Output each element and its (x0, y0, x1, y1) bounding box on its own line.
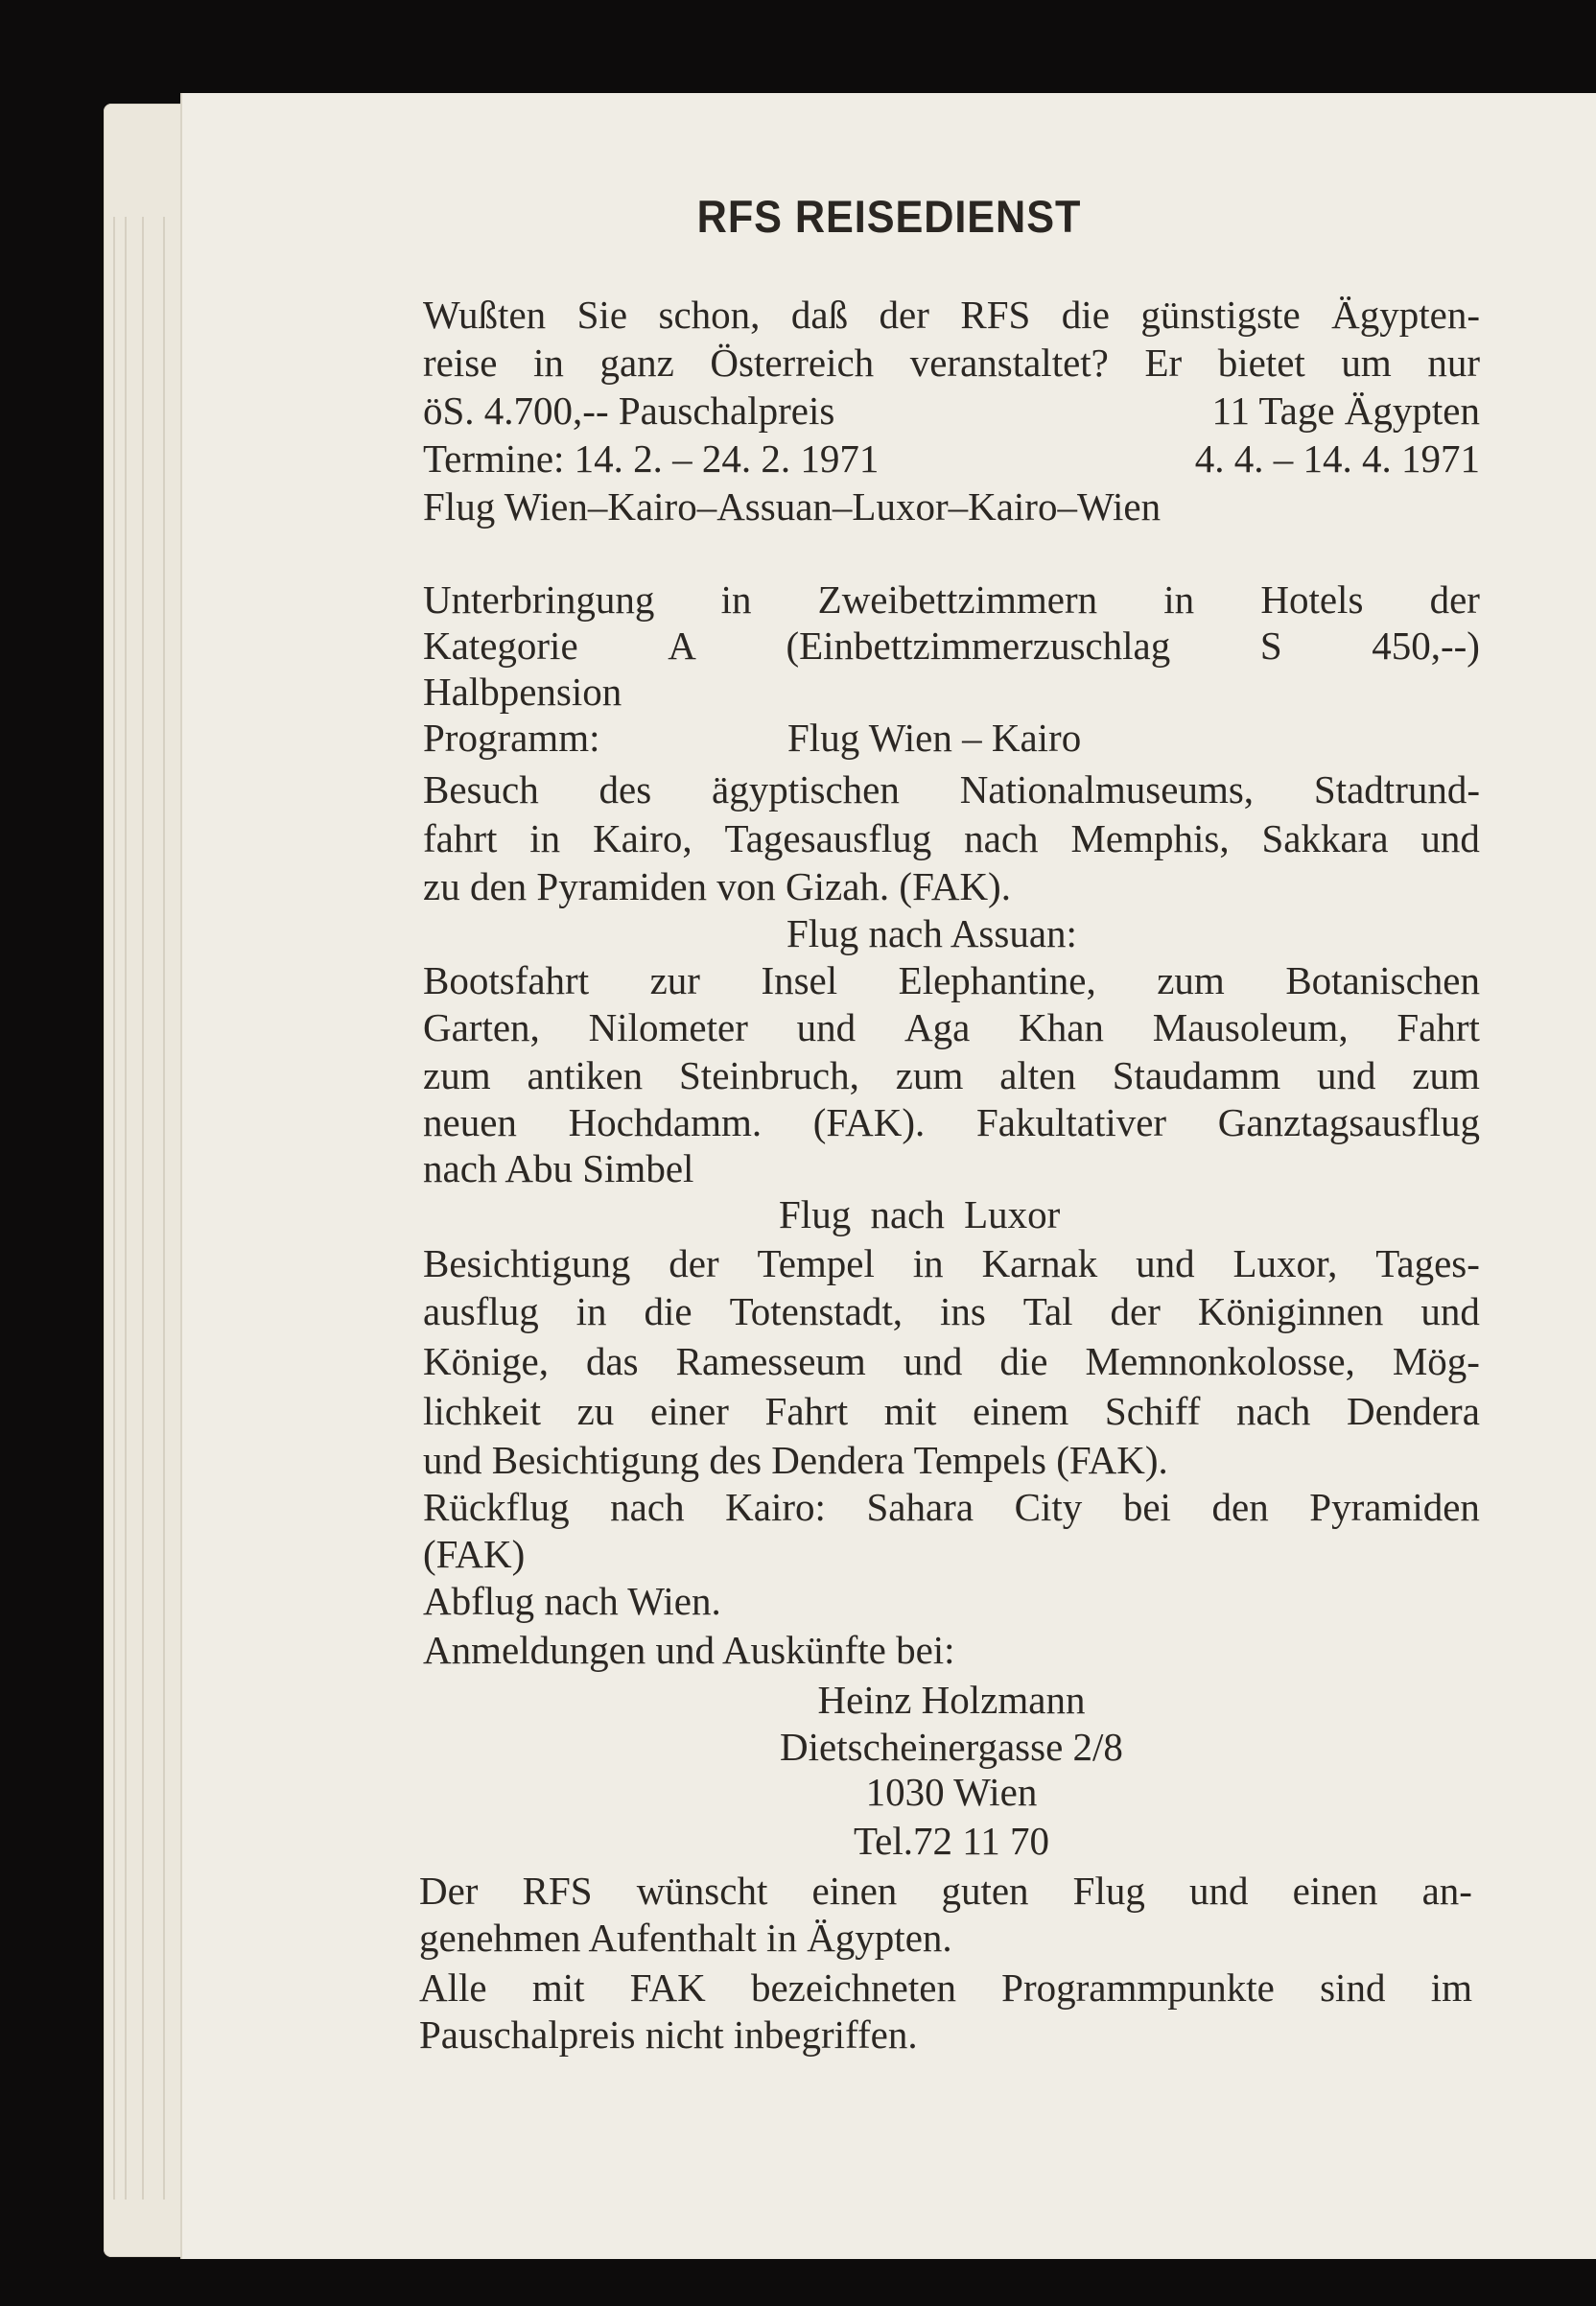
word: Tempel (757, 1241, 875, 1285)
word: an- (1421, 1869, 1472, 1913)
word: und (1136, 1241, 1195, 1285)
leg-title-luxor: Flug nach Luxor (779, 1192, 1061, 1236)
word: Sakkara (1261, 816, 1389, 860)
word: nur (1427, 341, 1480, 385)
departure-text: Abflug nach Wien. (423, 1579, 721, 1623)
word: fahrt (423, 816, 498, 860)
word: Hotels (1260, 577, 1364, 622)
word: einen (811, 1869, 898, 1913)
word: Königinnen (1197, 1289, 1384, 1333)
word: Fahrt (1396, 1005, 1480, 1049)
word: das (585, 1339, 639, 1383)
word: Memnonkolosse, (1085, 1339, 1355, 1383)
word: in (912, 1241, 944, 1285)
page-title: RFS REISEDIENST (696, 191, 1082, 242)
leg-line (423, 765, 1480, 813)
word: Mausoleum, (1152, 1005, 1349, 1049)
word: der (1110, 1289, 1161, 1333)
word: Totenstadt, (729, 1289, 904, 1333)
word: Kategorie (423, 624, 578, 668)
contact-phone: Tel.72 11 70 (854, 1819, 1049, 1863)
word: reise (423, 341, 498, 385)
word: im (1430, 1965, 1472, 2010)
dates-second: 4. 4. – 14. 4. 1971 (1194, 436, 1480, 481)
word: mit (883, 1389, 937, 1433)
word: Zweibettzimmern (817, 577, 1098, 622)
word: Khan (1019, 1005, 1104, 1049)
leg-line: zu den Pyramiden von Gizah. (FAK). (423, 864, 1011, 908)
intro-line (423, 291, 1480, 339)
word: sind (1320, 1965, 1386, 2010)
word: der (1429, 577, 1480, 622)
word: der (669, 1241, 719, 1285)
word: Karnak (981, 1241, 1098, 1285)
word: Tal (1022, 1289, 1073, 1333)
word: wünscht (636, 1869, 768, 1913)
leg-line (423, 814, 1480, 862)
word: Tages- (1375, 1241, 1480, 1285)
note-line: Pauschalpreis nicht inbegriffen. (419, 2012, 918, 2057)
page-edge-line (142, 217, 144, 2200)
word: die (999, 1339, 1048, 1383)
leg-line: nach Abu Simbel (423, 1146, 694, 1190)
word: nach (964, 816, 1039, 860)
word: Sahara (866, 1485, 974, 1529)
word: 450,--) (1372, 624, 1480, 668)
word: (FAK). (812, 1100, 926, 1144)
word: Wußten (423, 293, 547, 337)
leg-line: und Besichtigung des Dendera Tempels (FAK). (423, 1438, 1168, 1482)
word: und (1189, 1869, 1249, 1913)
word: Kairo, (593, 816, 692, 860)
note-line (419, 1964, 1472, 2012)
word: Luxor, (1232, 1241, 1338, 1285)
word: Steinbruch, (679, 1053, 859, 1097)
word: Österreich (710, 341, 875, 385)
word: des (598, 767, 652, 812)
contact-city: 1030 Wien (865, 1770, 1038, 1814)
word: in (529, 816, 561, 860)
word: Mög- (1392, 1339, 1480, 1383)
page-edge-line (163, 217, 165, 2200)
word: Der (419, 1869, 479, 1913)
word: Könige, (423, 1339, 549, 1383)
program-label: Programm: (423, 716, 600, 760)
word: alten (999, 1053, 1076, 1097)
word: Tagesausflug (724, 816, 932, 860)
accommodation-line (423, 622, 1480, 670)
word: und (1420, 816, 1480, 860)
dates-first: Termine: 14. 2. – 24. 2. 1971 (423, 436, 880, 481)
word: Ägypten- (1331, 293, 1480, 337)
accommodation-line: Halbpension (423, 670, 622, 714)
word: Hochdamm. (568, 1100, 763, 1144)
word: Sie (576, 293, 628, 337)
word: Pyramiden (1309, 1485, 1480, 1529)
word: in (575, 1289, 607, 1333)
word: einer (649, 1389, 729, 1433)
word: Bootsfahrt (423, 958, 590, 1002)
word: Nilometer (588, 1005, 748, 1049)
word: ägyptischen (712, 767, 900, 812)
word: FAK (629, 1965, 706, 2010)
leg-line (423, 1098, 1480, 1146)
leg-line (423, 1051, 1480, 1099)
contact-street: Dietscheinergasse 2/8 (780, 1725, 1123, 1769)
word: RFS (522, 1869, 593, 1913)
word: Besichtigung (423, 1241, 631, 1285)
duration-text: 11 Tage Ägypten (1211, 388, 1480, 433)
word: Flug (1072, 1869, 1145, 1913)
word: zum (1157, 958, 1225, 1002)
leg-line (423, 1337, 1480, 1385)
word: Besuch (423, 767, 539, 812)
word: Insel (761, 958, 838, 1002)
word: City (1014, 1485, 1083, 1529)
word: (Einbettzimmerzuschlag (786, 624, 1171, 668)
word: Unterbringung (423, 577, 655, 622)
word: Er (1144, 341, 1183, 385)
word: bietet (1217, 341, 1305, 385)
word: zum (895, 1053, 964, 1097)
word: ausflug (423, 1289, 539, 1333)
contact-name: Heinz Holzmann (817, 1678, 1086, 1722)
word: Fahrt (764, 1389, 849, 1433)
word: ganz (599, 341, 674, 385)
word: veranstaltet? (909, 341, 1109, 385)
word: Programmpunkte (1001, 1965, 1275, 2010)
word: und (1420, 1289, 1480, 1333)
word: bei (1122, 1485, 1171, 1529)
word: antiken (527, 1053, 644, 1097)
word: S (1259, 624, 1282, 668)
word: mit (531, 1965, 585, 2010)
dates-row (423, 435, 1480, 482)
word: Botanischen (1285, 958, 1480, 1002)
word: RFS (960, 293, 1031, 337)
word: guten (941, 1869, 1029, 1913)
leg-title-kairo: Flug Wien – Kairo (787, 716, 1082, 760)
word: daß (790, 293, 849, 337)
page-edge-line (113, 217, 115, 2200)
word: neuen (423, 1100, 517, 1144)
word: den (1211, 1485, 1269, 1529)
leg-line (423, 956, 1480, 1004)
word: Schiff (1104, 1389, 1201, 1433)
word: und (1316, 1053, 1376, 1097)
leg-line (423, 1239, 1480, 1287)
price-row (423, 387, 1480, 435)
closing-line (419, 1867, 1472, 1915)
intro-line (423, 339, 1480, 387)
price-text: öS. 4.700,-- Pauschalpreis (423, 388, 835, 433)
word: Elephantine, (898, 958, 1096, 1002)
word: um (1341, 341, 1392, 385)
word: der (879, 293, 929, 337)
word: die (1061, 293, 1110, 337)
word: zur (649, 958, 700, 1002)
word: Ramesseum (675, 1339, 866, 1383)
word: Staudamm (1112, 1053, 1281, 1097)
word: zum (423, 1053, 491, 1097)
leg-line (423, 1287, 1480, 1335)
program-row (423, 714, 1480, 762)
word: Memphis, (1070, 816, 1230, 860)
word: und (796, 1005, 857, 1049)
word: in (720, 577, 752, 622)
leg-line (423, 1387, 1480, 1435)
word: die (644, 1289, 692, 1333)
route-text: Flug Wien–Kairo–Assuan–Luxor–Kairo–Wien (423, 484, 1162, 529)
word: bezeichneten (750, 1965, 956, 2010)
word: Rückflug (423, 1485, 570, 1529)
word: Garten, (423, 1005, 540, 1049)
accommodation-line (423, 576, 1480, 624)
word: in (532, 341, 564, 385)
word: schon, (658, 293, 761, 337)
word: Ganztagsausflug (1217, 1100, 1480, 1144)
return-line: (FAK) (423, 1532, 526, 1576)
closing-line: genehmen Aufenthalt in Ägypten. (419, 1916, 952, 1960)
word: Stadtrund- (1313, 767, 1480, 812)
word: zu (576, 1389, 615, 1433)
return-line (423, 1483, 1480, 1531)
page-edge-line (125, 217, 127, 2200)
word: Alle (419, 1965, 487, 2010)
word: A (668, 624, 696, 668)
word: Aga (904, 1005, 971, 1049)
word: einem (973, 1389, 1069, 1433)
word: nach (1236, 1389, 1311, 1433)
word: nach (610, 1485, 685, 1529)
contact-intro: Anmeldungen und Auskünfte bei: (423, 1628, 955, 1672)
leg-title-assuan: Flug nach Assuan: (786, 911, 1077, 955)
word: Nationalmuseums, (959, 767, 1255, 812)
word: Fakultativer (975, 1100, 1167, 1144)
word: und (903, 1339, 963, 1383)
word: lichkeit (423, 1389, 541, 1433)
word: günstigste (1140, 293, 1301, 337)
word: zum (1412, 1053, 1480, 1097)
word: einen (1292, 1869, 1378, 1913)
word: ins (939, 1289, 986, 1333)
word: in (1163, 577, 1195, 622)
word: Dendera (1347, 1389, 1480, 1433)
leg-line (423, 1003, 1480, 1051)
word: Kairo: (725, 1485, 826, 1529)
